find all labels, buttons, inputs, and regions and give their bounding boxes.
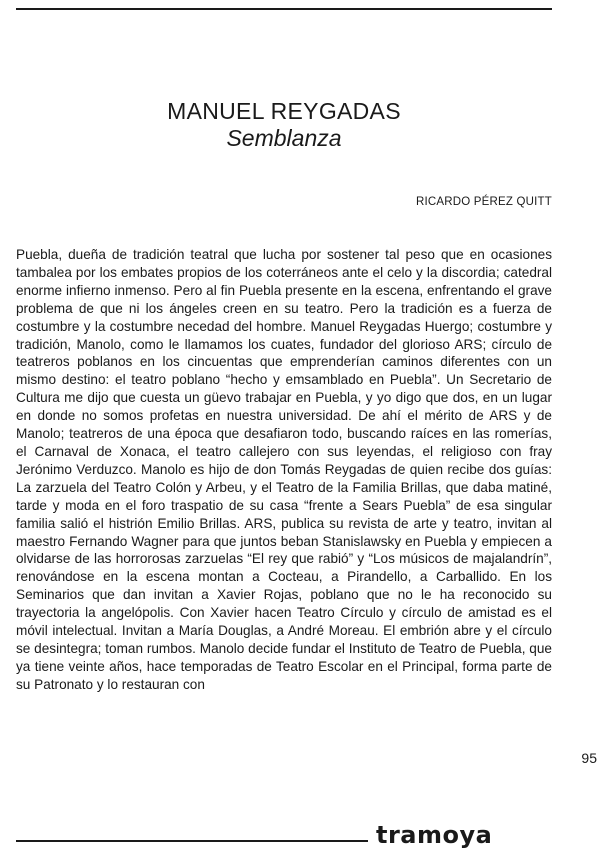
body-paragraph: Puebla, dueña de tradición teatral que lucha por sostener tal peso que en ocasiones tambalea por los embates propios de los coterráneos ante el celo y la discordia; catedral enorme infierno inmenso. Pero al fin Puebla presente en la escena, enfrentando el grave problema de que ni los ángeles creen en su teatro. Pero la tradición es a fuerza de costumbre y la costumbre necedad del hombre. Manuel Reygadas Huergo; costumbre y tradición, Manolo, como le llamamos los cuates, fundador del glorioso ARS; círculo de teatreros poblanos en los cincuentas que emprenderían caminos diferentes con un mismo destino: el teatro poblano “hecho y emsamblado en Puebla”. Un Secretario de Cultura me dijo que cuesta un güevo trabajar en Puebla, y yo digo que dos, en un lugar en donde no somos profetas en nuestra universidad. De ahí el mérito de ARS y de Manolo; teatreros de una época que desafiaron todo, buscando raíces en las romerías, el Carnaval de Xonaca, el teatro callejero con sus leyendas, el religioso con fray Jerónimo Verduzco. Manolo es hijo de don Tomás Reygadas de quien recibe dos guías: La zarzuela del Teatro Colón y Arbeu, y el Teatro de la Familia Brillas, que daba matiné, tarde y moda en el foro traspatio de su casa “frente a Sears Puebla” de esa singular familia salió el histrión Emilio Brillas. ARS, publica su revista de arte y teatro, invitan al maestro Fernando Wagner para que juntos beban Stanislawsky en Puebla y empiecen a olvidarse de las horrorosas zarzuelas “El rey que rabió” y “Los músicos de majalandrín”, renovándose en la escena montan a Cocteau, a Pirandello, a Carballido. En los Seminarios que dan invitan a Xavier Rojas, poblano que no le ha reconocido su trayectoria la angelópolis. Con Xavier hacen Teatro Círculo y círculo de amistad es el móvil intelectual. Invitan a María Douglas, a André Moreau. El embrión abre y el círculo se desintegra; toman rumbos. Manolo decide fundar el Instituto de Teatro de Puebla, que ya tiene veinte años, hace temporadas de Teatro Escolar en el Principal, forma parte de su Patronato y lo restauran con bbox=[16, 247, 552, 692]
tramoya-logo: tramoya bbox=[376, 821, 493, 849]
top-rule bbox=[16, 8, 552, 10]
title-block bbox=[16, 98, 552, 152]
article-body bbox=[16, 246, 552, 694]
page-number: 95 bbox=[581, 750, 597, 766]
bottom-rule bbox=[16, 840, 368, 842]
article-title: MANUEL REYGADAS bbox=[167, 98, 401, 124]
author-name: RICARDO PÉREZ QUITT bbox=[415, 196, 552, 208]
article-subtitle: Semblanza bbox=[226, 125, 342, 151]
